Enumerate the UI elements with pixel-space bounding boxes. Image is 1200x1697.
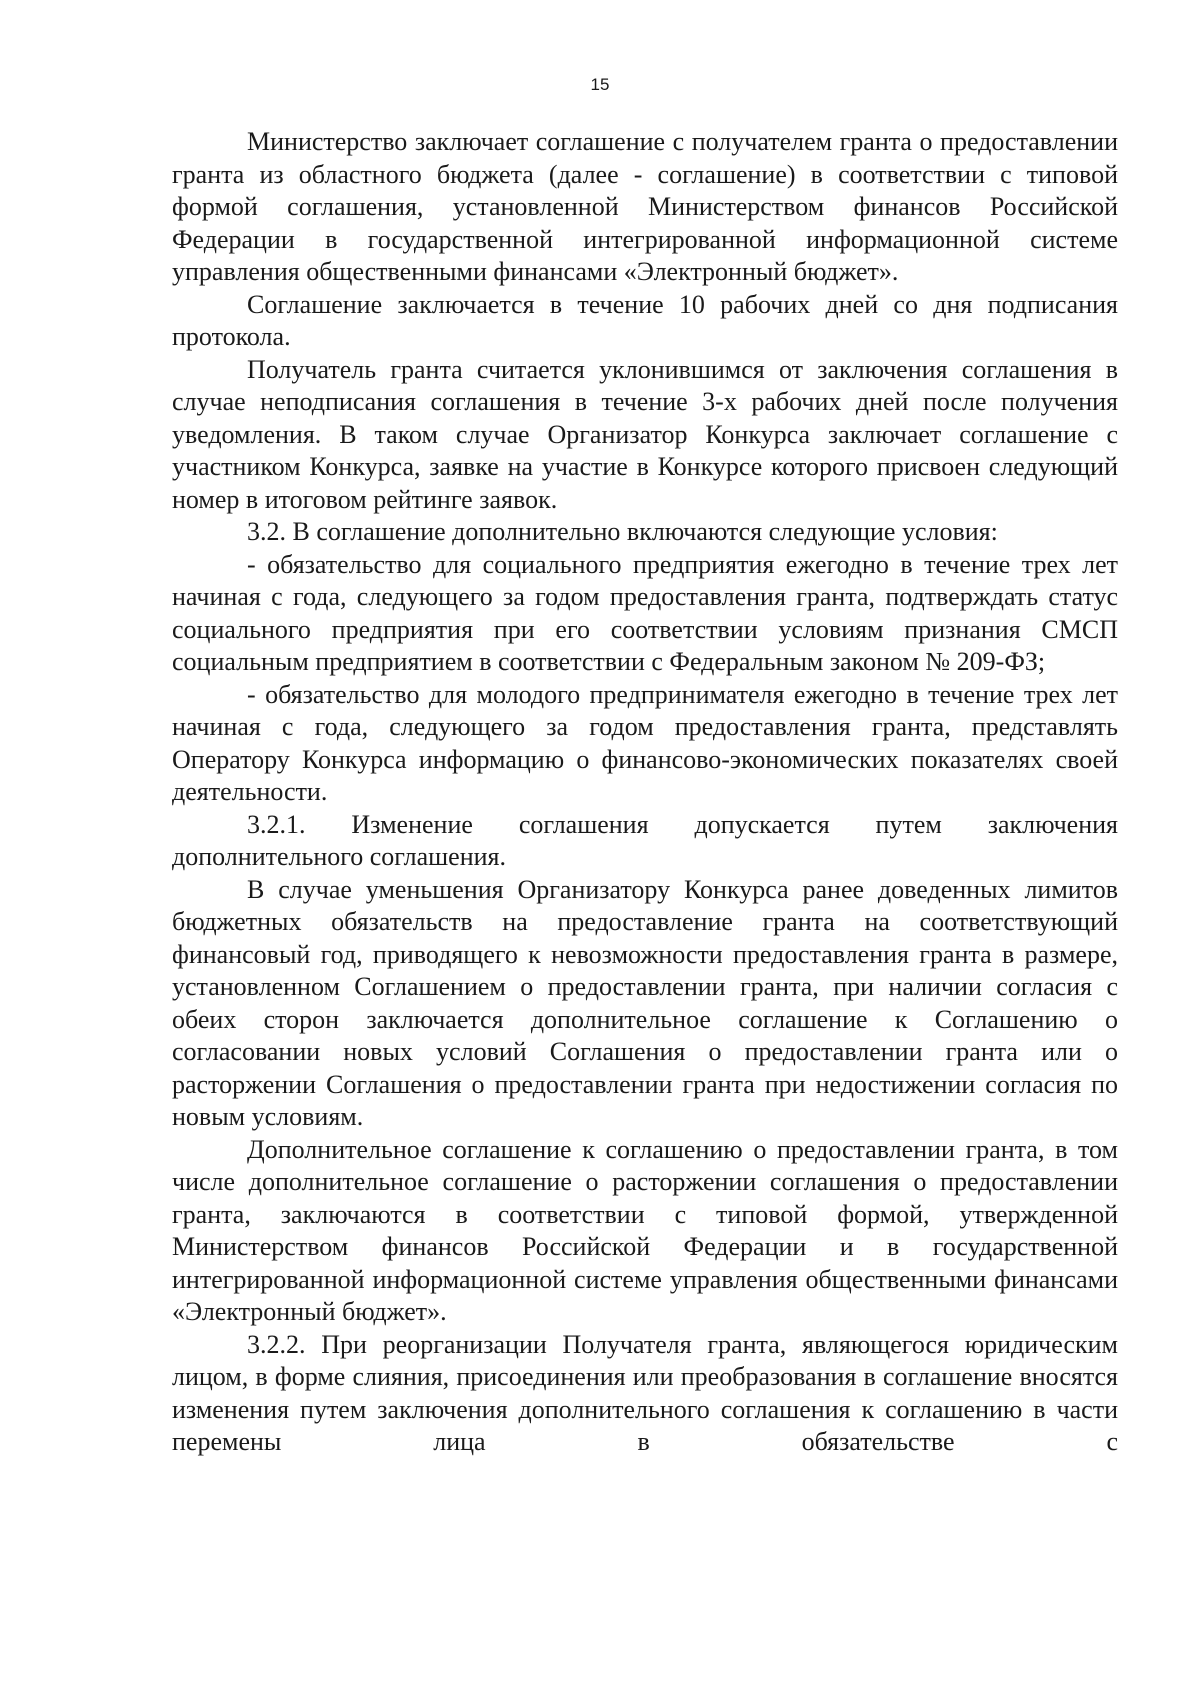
- paragraph-young-entrepreneur-obligation: - обязательство для молодого предпринимателя ежегодно в течение трех лет начиная с года, следующего за годом предоставления гранта, представлять Оператору Конкурса информацию о финансово-экономических показателях своей деятельности.: [172, 679, 1118, 806]
- page-number: 15: [590, 75, 610, 94]
- paragraph-social-enterprise-obligation: - обязательство для социального предприятия ежегодно в течение трех лет начиная с года, следующего за годом предоставления гранта, подтверждать статус социального предприятия при его соответствии условиям признания СМСП социальным предприятием в соответствии с Федеральным законом № 209-ФЗ;: [172, 549, 1118, 676]
- paragraph-agreement-conclusion: Министерство заключает соглашение с получателем гранта о предоставлении гранта из областного бюджета (далее - соглашение) в соответствии с типовой формой соглашения, установленной Министерством финансов Российской Федерации в государственной интегрированной информационной системе управления общественными финансами «Электронный бюджет».: [172, 127, 1118, 286]
- paragraph-section-3-2-2: 3.2.2. При реорганизации Получателя гранта, являющегося юридическим лицом, в форме слияния, присоединения или преобразования в соглашение вносятся изменения путем заключения дополнительного соглашения к соглашению в части перемены лица в обязательстве с: [172, 1329, 1118, 1456]
- paragraph-additional-agreement: Дополнительное соглашение к соглашению о предоставлении гранта, в том числе дополнительное соглашение о расторжении соглашения о предоставлении гранта, заключаются в соответствии с типовой формой, утвержденной Министерством финансов Российской Федерации и в государственной интегрированной информационной системе управления общественными финансами «Электронный бюджет».: [172, 1134, 1118, 1326]
- paragraph-limits-reduction: В случае уменьшения Организатору Конкурса ранее доведенных лимитов бюджетных обязательств на предоставление гранта на соответствующий финансовый год, приводящего к невозможности предоставления гранта в размере, установленном Соглашением о предоставлении гранта, при наличии согласия с обеих сторон заключается дополнительное соглашение к Соглашению о согласовании новых условий Соглашения о предоставлении гранта или о расторжении Соглашения о предоставлении гранта при недостижении согласия по новым условиям.: [172, 874, 1118, 1131]
- paragraph-agreement-term: Соглашение заключается в течение 10 рабочих дней со дня подписания протокола.: [172, 289, 1118, 351]
- document-body: [172, 126, 1118, 1459]
- paragraph-section-3-2-1: 3.2.1. Изменение соглашения допускается путем заключения дополнительного соглашения.: [172, 809, 1118, 871]
- paragraph-recipient-evasion: Получатель гранта считается уклонившимся от заключения соглашения в случае неподписания соглашения в течение 3-х рабочих дней после получения уведомления. В таком случае Организатор Конкурса заключает соглашение с участником Конкурса, заявке на участие в Конкурсе которого присвоен следующий номер в итоговом рейтинге заявок.: [172, 354, 1118, 514]
- paragraph-section-3-2: 3.2. В соглашение дополнительно включаются следующие условия:: [247, 517, 998, 546]
